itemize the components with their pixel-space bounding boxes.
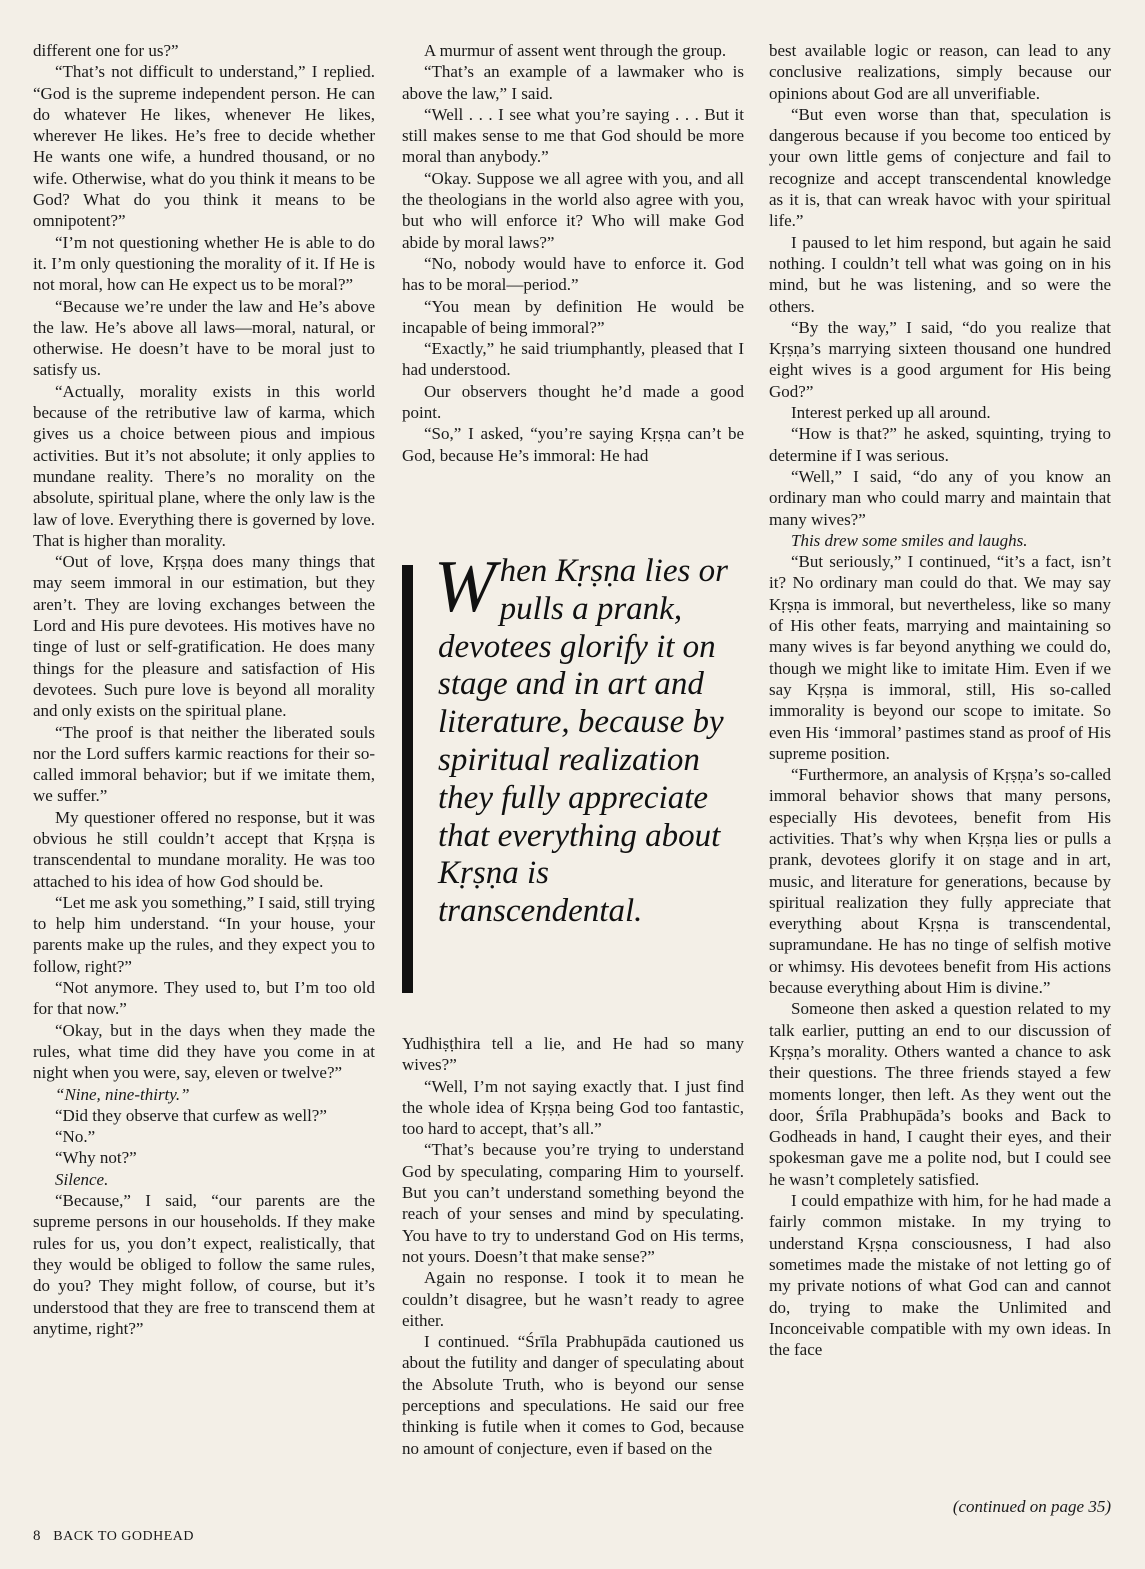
paragraph: “Actually, morality exists in this world because of the retributive law of karma, which gives us a choice between pious and impious activities. But it’s not absolute; it only applies to mundane reality. There’s no morality on the absolute, spiritual plane, where the only law is the law of love. Everything there is governed by love. That is higher than morality. — [33, 381, 375, 550]
paragraph: This drew some smiles and laughs. — [791, 530, 1028, 550]
paragraph: “The proof is that neither the liberated souls nor the Lord suffers karmic reactions for their so-called immoral behavior; but if we imitate them, we suffer.” — [33, 722, 375, 806]
paragraph: “Okay. Suppose we all agree with you, and all the theologians in the world also agree with you, but who will enforce it? Who will make God abide by moral laws?” — [402, 168, 744, 252]
paragraph: “No, nobody would have to enforce it. God has to be moral—period.” — [402, 253, 744, 295]
paragraph: different one for us?” — [33, 41, 179, 60]
paragraph: Again no response. I took it to mean he couldn’t disagree, but he wasn’t ready to agree either. — [402, 1268, 744, 1330]
pull-quote-text — [434, 546, 738, 931]
paragraph: Silence. — [55, 1169, 109, 1189]
text-column-3 — [769, 40, 1111, 1360]
paragraph: “That’s an example of a lawmaker who is above the law,” I said. — [402, 62, 744, 103]
paragraph: Our observers thought he’d made a good point. — [402, 381, 744, 423]
paragraph: I could empathize with him, for he had made a fairly common mistake. In my trying to understand Kṛṣṇa consciousness, I had also sometimes made the mistake of not letting go of my private notions of what God can and cannot do, trying to make the Unlimited and Inconceivable compatible with my own ideas. In the face — [769, 1191, 1111, 1360]
paragraph: “Out of love, Kṛṣṇa does many things that may seem immoral in our estimation, but they aren’t. They are loving exchanges between the Lord and His pure devotees. His motives have no tinge of lust or self-gratification. He does many things for the pleasure and satisfaction of His devotees. Such pure love is beyond all morality and only exists on the spiritual plane. — [33, 552, 375, 721]
paragraph: “Because,” I said, “our parents are the supreme persons in our households. If they make rules for us, you don’t expect, realistically, that they would be obliged to follow the same rules, do you? They might follow, of course, but it’s understood that they are free to transcend them at anytime, right?” — [33, 1191, 375, 1338]
paragraph: “Exactly,” he said triumphantly, pleased that I had understood. — [402, 339, 744, 380]
paragraph: “Did they observe that curfew as well?” — [55, 1105, 327, 1125]
paragraph: I continued. “Śrīla Prabhupāda cautioned us about the futility and danger of speculating about the Absolute Truth, who is beyond our sense perceptions and speculations. He said our free thinking is futile when it comes to God, because no amount of conjecture, even if based on the — [402, 1332, 744, 1458]
paragraph: “But seriously,” I continued, “it’s a fact, isn’t it? No ordinary man could do that. We may say Kṛṣṇa is immoral, but nevertheless, like so many of His other feats, marrying and maintaining so many wives is far beyond anything we could do, though we might like to imitate Him. Even if we say Kṛṣṇa is immoral, still, His so-called immorality is beyond our scope to imitate. So even His ‘immoral’ pastimes stand as proof of His supreme position. — [769, 552, 1111, 763]
paragraph: “No.” — [55, 1127, 96, 1147]
paragraph: A murmur of assent went through the group. — [424, 41, 727, 60]
paragraph: “Let me ask you something,” I said, still trying to help him understand. “In your house, your parents make up the rules, and they expect you to follow, right?” — [33, 892, 375, 976]
paragraph: “Okay, but in the days when they made the rules, what time did they have you come in at night when you were, say, eleven or twelve?” — [33, 1020, 375, 1083]
pull-quote — [402, 546, 742, 1001]
text-column-2 — [402, 40, 744, 466]
paragraph: Interest perked up all around. — [791, 403, 991, 423]
paragraph: best available logic or reason, can lead to any conclusive realizations, simply because our opinions about God are all unverifiable. — [769, 41, 1111, 103]
paragraph: “By the way,” I said, “do you realize that Kṛṣṇa’s marrying sixteen thousand one hundred eight wives is a good argument for His being God?” — [769, 317, 1111, 401]
text-column-2-lower — [402, 1033, 744, 1459]
paragraph: “Furthermore, an analysis of Kṛṣṇa’s so-called immoral behavior shows that many persons, especially His devotees, benefit from His activities. That’s why when Kṛṣṇa lies or pulls a prank, devotees glorify it on stage and in art, music, and literature for generations, because by spiritual realization they fully appreciate that everything about Kṛṣṇa is transcendental, supramundane. He has no tinge of selfish motive or whimsy. His devotees benefit from His actions because everything about Him is divine.” — [769, 765, 1111, 998]
paragraph: “Why not?” — [55, 1148, 137, 1168]
magazine-name: BACK TO GODHEAD — [53, 1529, 195, 1544]
paragraph: “But even worse than that, speculation is dangerous because if you become too enticed by your own little gems of conjecture and fail to recognize and accept transcendental knowledge as it is, that can wreak havoc with your spiritual life.” — [769, 104, 1111, 231]
pull-quote-bar — [402, 565, 413, 993]
paragraph: “Nine, nine-thirty.” — [55, 1084, 190, 1104]
paragraph: “So,” I asked, “you’re saying Kṛṣṇa can’t be God, because He’s immoral: He had — [402, 424, 744, 465]
paragraph: Someone then asked a question related to my talk earlier, putting an end to our discussion of Kṛṣṇa’s morality. Others wanted a chance to ask their questions. The three friends stayed a few moments longer, then left. As they went out the door, Śrīla Prabhupāda’s books and Back to Godheads in hand, I caught their eyes, and their spokesman gave me a polite nod, but I could see he wasn’t completely satisfied. — [769, 999, 1111, 1189]
paragraph: “You mean by definition He would be incapable of being immoral?” — [402, 296, 744, 337]
drop-cap: W — [434, 546, 496, 628]
page-number: 8 — [33, 1528, 41, 1544]
paragraph: Yudhiṣṭhira tell a lie, and He had so many wives?” — [402, 1034, 744, 1075]
page-footer — [33, 1528, 194, 1545]
paragraph: “That’s not difficult to understand,” I replied. “God is the supreme independent person. He can do whatever He likes, whenever He likes, wherever He likes. He’s free to decide whether He wants one wife, a hundred thousand, or no wife. Otherwise, what do you think it means to be God? What do you think it means to be omnipotent?” — [33, 62, 375, 231]
paragraph: “I’m not questioning whether He is able to do it. I’m only questioning the morality of it. If He is not moral, how can He expect us to be moral?” — [33, 232, 375, 295]
paragraph: My questioner offered no response, but it was obvious he still couldn’t accept that Kṛṣṇa is transcendental to mundane morality. He was too attached to his idea of how God should be. — [33, 807, 375, 891]
pull-quote-body: hen Kṛṣṇa lies or pulls a prank, devotees glorify it on stage and in art and literature, because by spiritual realization they fully appreciate that everything about Kṛṣṇa is transcendental. — [438, 553, 728, 930]
paragraph: “Not anymore. They used to, but I’m too old for that now.” — [33, 978, 375, 1019]
paragraph: “How is that?” he asked, squinting, trying to determine if I was serious. — [769, 424, 1111, 465]
text-column-1 — [33, 40, 375, 1339]
paragraph: “Well,” I said, “do any of you know an ordinary man who could marry and maintain that many wives?” — [769, 466, 1111, 529]
paragraph: I paused to let him respond, but again he said nothing. I couldn’t tell what was going on in his mind, but he was listening, and so were the others. — [769, 232, 1111, 316]
paragraph: “That’s because you’re trying to understand God by speculating, comparing Him to yourself. But you can’t understand something beyond the reach of your senses and mind by speculating. You have to try to understand God on His terms, not yours. Doesn’t that make sense?” — [402, 1140, 744, 1266]
paragraph: “Because we’re under the law and He’s above the law. He’s above all laws—moral, natural, or otherwise. He doesn’t have to be moral just to satisfy us. — [33, 296, 375, 380]
continued-note: (continued on page 35) — [952, 1497, 1111, 1516]
paragraph: “Well, I’m not saying exactly that. I just find the whole idea of Kṛṣṇa being God too fantastic, too hard to accept, that’s all.” — [402, 1076, 744, 1139]
paragraph: “Well . . . I see what you’re saying . . . But it still makes sense to me that God should be more moral than anybody.” — [402, 104, 744, 167]
